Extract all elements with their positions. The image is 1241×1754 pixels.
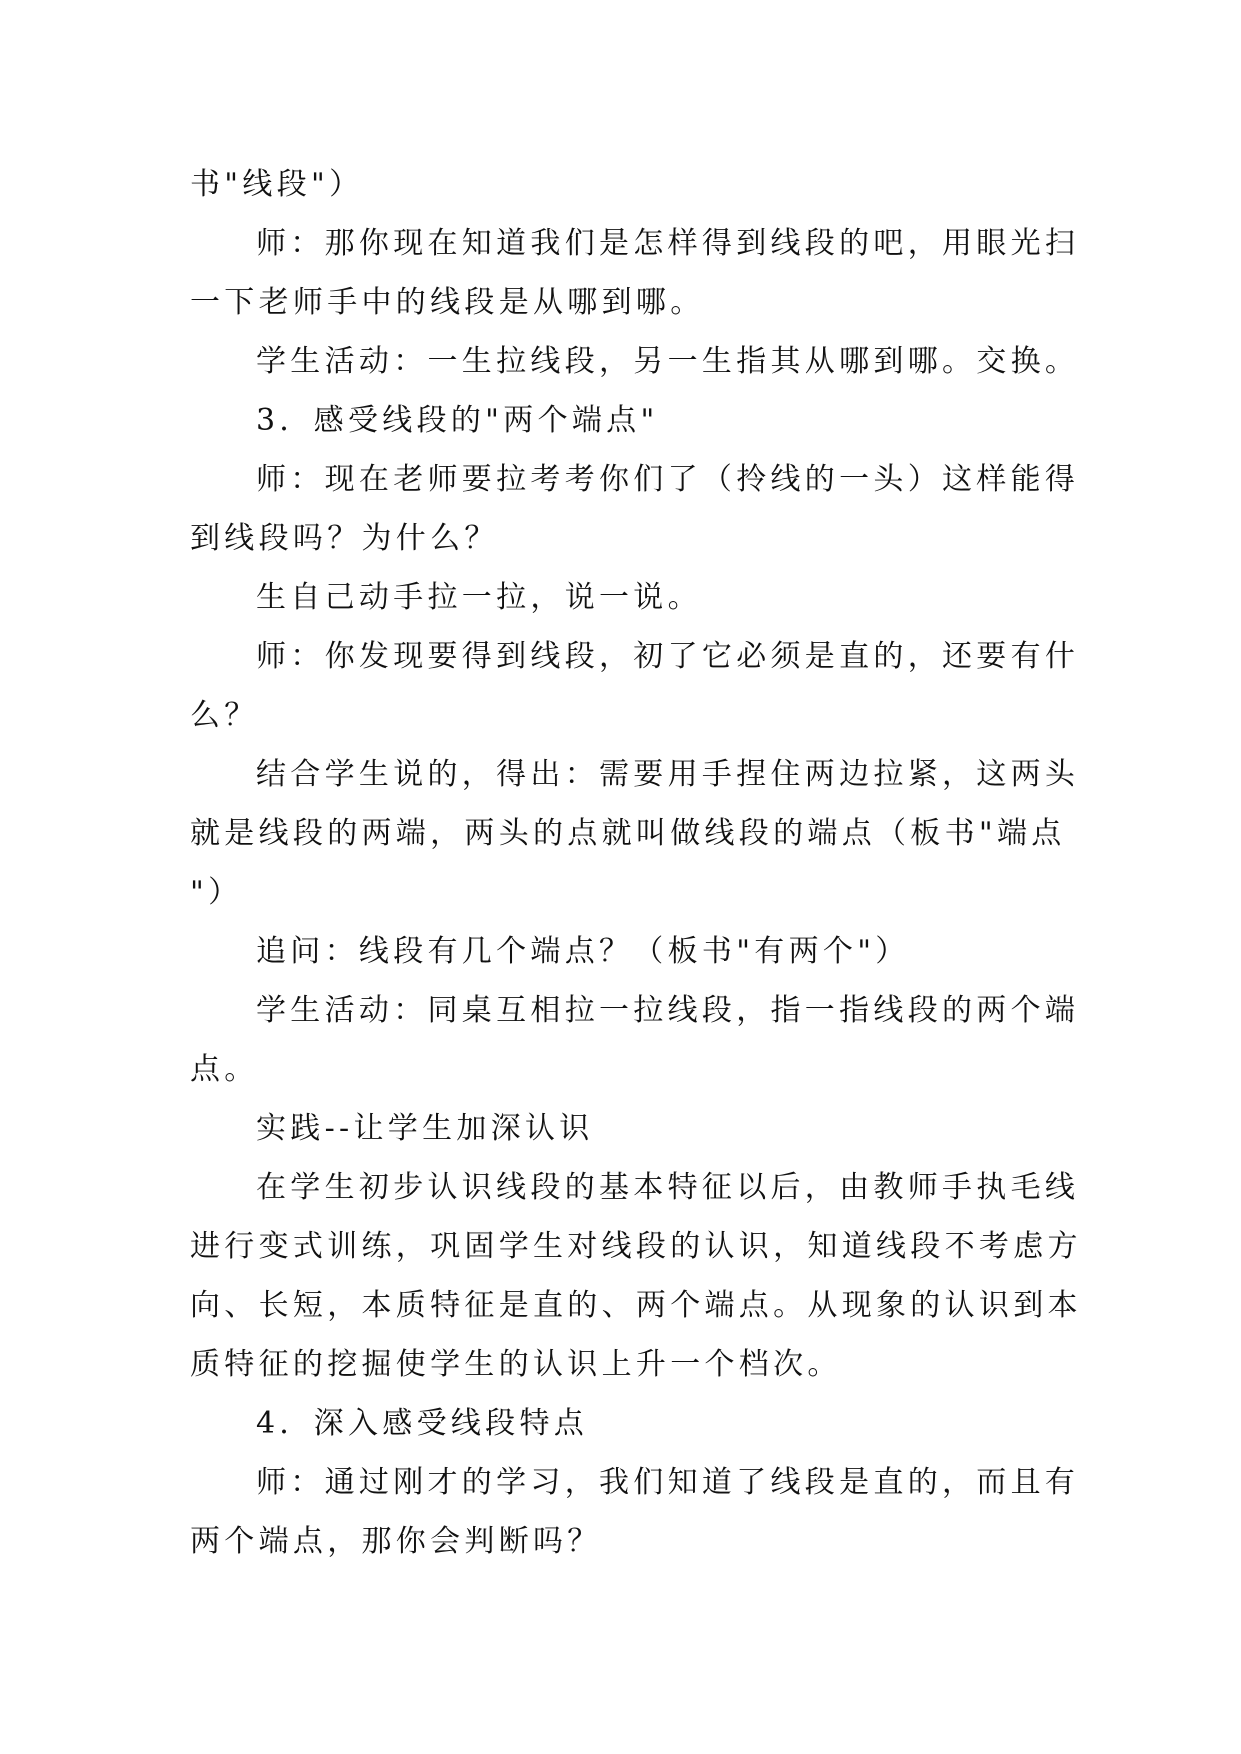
text-line: 一下老师手中的线段是从哪到哪。 bbox=[190, 285, 705, 320]
text-line: 向、长短，本质特征是直的、两个端点。从现象的认识到本 bbox=[190, 1288, 1082, 1323]
text-line: 师：通过刚才的学习，我们知道了线段是直的，而且有 bbox=[256, 1465, 1080, 1500]
text-line: 就是线段的两端，两头的点就叫做线段的端点（板书"端点 bbox=[190, 816, 1066, 851]
text-line: 学生活动：一生拉线段，另一生指其从哪到哪。交换。 bbox=[256, 344, 1080, 379]
text-line: 书"线段"） bbox=[190, 167, 364, 202]
text-line: 4．深入感受线段特点 bbox=[256, 1406, 589, 1441]
text-line: 师：那你现在知道我们是怎样得到线段的吧，用眼光扫 bbox=[256, 226, 1080, 261]
text-line: 么？ bbox=[190, 698, 259, 733]
text-line: 在学生初步认识线段的基本特征以后，由教师手执毛线 bbox=[256, 1170, 1080, 1205]
text-line: 质特征的挖掘使学生的认识上升一个档次。 bbox=[190, 1347, 842, 1382]
text-line: 师：你发现要得到线段，初了它必须是直的，还要有什 bbox=[256, 639, 1080, 674]
text-line: 进行变式训练，巩固学生对线段的认识，知道线段不考虑方 bbox=[190, 1229, 1082, 1264]
text-line: 到线段吗？为什么？ bbox=[190, 521, 499, 556]
text-line: 点。 bbox=[190, 1052, 259, 1087]
text-line: 结合学生说的，得出：需要用手捏住两边拉紧，这两头 bbox=[256, 757, 1080, 792]
text-line: 学生活动：同桌互相拉一拉线段，指一指线段的两个端 bbox=[256, 993, 1080, 1028]
text-line: 生自己动手拉一拉，说一说。 bbox=[256, 580, 702, 615]
text-line: 追问：线段有几个端点？（板书"有两个"） bbox=[256, 934, 910, 969]
text-line: 师：现在老师要拉考考你们了（拎线的一头）这样能得 bbox=[256, 462, 1080, 497]
text-line: 实践--让学生加深认识 bbox=[256, 1111, 594, 1146]
text-line: 3．感受线段的"两个端点" bbox=[256, 403, 659, 438]
text-line: "） bbox=[190, 875, 243, 910]
text-line: 两个端点，那你会判断吗？ bbox=[190, 1524, 602, 1559]
